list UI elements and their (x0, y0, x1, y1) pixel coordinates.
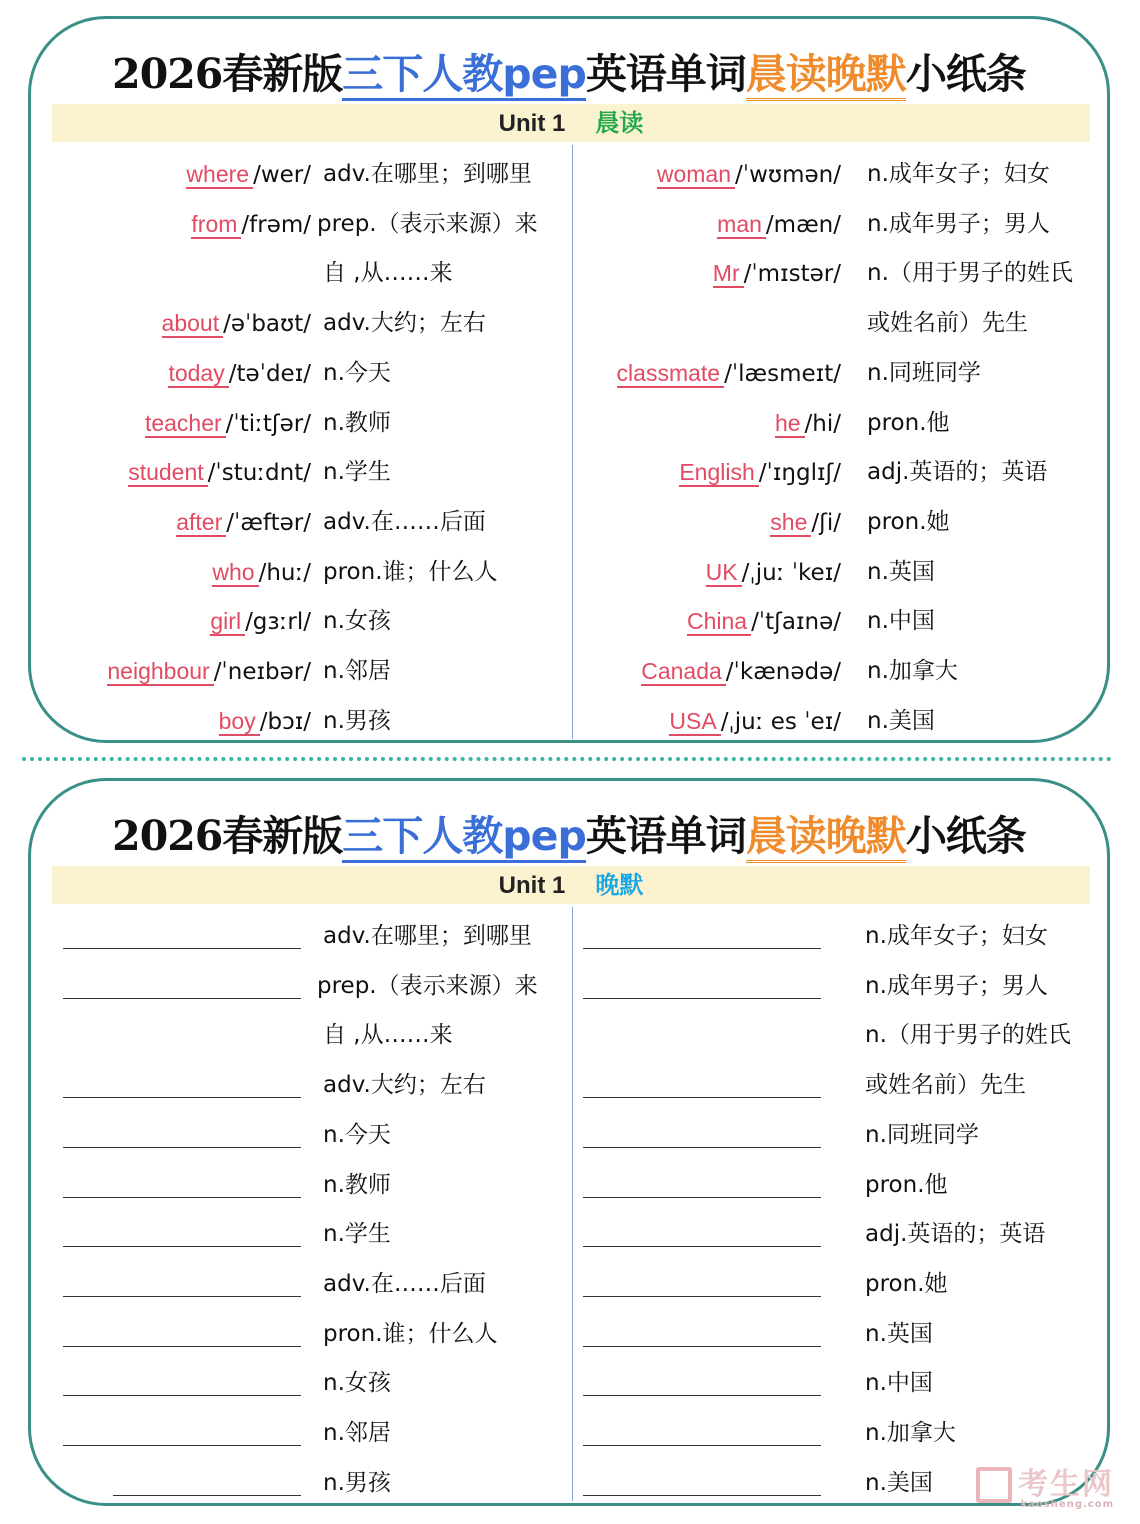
title-middle: 英语单词 (585, 50, 746, 98)
meaning: n.成年男子；男人 (865, 972, 1048, 999)
vocab-word: boy (219, 708, 260, 736)
meaning: n.同班同学 (867, 359, 981, 386)
phonetic: /ˈɪŋglɪʃ/ (758, 460, 841, 487)
vocab-word: China (687, 608, 751, 636)
answer-blank[interactable] (63, 1296, 301, 1297)
answer-blank[interactable] (583, 1395, 821, 1396)
meaning: n.中国 (865, 1370, 933, 1397)
meaning: adv.在哪里；到哪里 (323, 923, 532, 949)
phonetic: /gɜːrl/ (245, 609, 311, 636)
vocab-word: USA (669, 708, 720, 736)
phonetic: /ˈneɪbər/ (213, 659, 311, 685)
phonetic: /bɔɪ/ (259, 708, 311, 735)
meaning: adv.大约；左右 (323, 310, 486, 337)
vocab-row (576, 159, 841, 189)
title-blue: 三下人教pep (342, 50, 586, 101)
meaning: n.英国 (865, 1320, 933, 1347)
meaning: prep.（表示来源）来 (317, 972, 538, 999)
meaning: n.教师 (323, 1171, 391, 1198)
meaning: n.成年女子；妇女 (865, 923, 1048, 949)
session-tag: 晚默 (595, 871, 644, 899)
vocab-word: Canada (641, 658, 726, 686)
vocab-row (51, 507, 311, 537)
vocab-word: English (679, 459, 758, 487)
watermark (976, 1459, 1114, 1511)
meaning: pron.谁；什么人 (323, 558, 498, 585)
watermark-sub: kaosheng.com (1020, 1499, 1114, 1510)
phonetic: /əˈbaʊt/ (223, 311, 311, 338)
meaning: pron.谁；什么人 (323, 1320, 498, 1347)
word-cell (657, 159, 841, 190)
watermark-text: 考生网 (1018, 1466, 1114, 1502)
vocab-row (51, 408, 311, 438)
word-cell (617, 358, 841, 389)
meaning: n.今天 (323, 359, 391, 386)
meaning: adj.英语的；英语 (865, 1221, 1046, 1248)
word-cell (775, 408, 841, 439)
title-suffix: 小纸条 (905, 812, 1026, 860)
phonetic: /ˈstuːdnt/ (207, 460, 311, 487)
title-orange: 晨读晚默 (746, 812, 906, 863)
answer-blank[interactable] (583, 1197, 821, 1198)
dotted-separator (22, 757, 1112, 761)
word-cell (717, 209, 841, 240)
word-cell (107, 656, 311, 687)
unit-label: Unit 1 (498, 872, 566, 899)
meaning: 自 ,从……来 (323, 1022, 453, 1049)
meaning: n.学生 (323, 1221, 391, 1248)
answer-blank[interactable] (63, 948, 301, 949)
answer-blank[interactable] (583, 1246, 821, 1247)
word-cell (770, 507, 841, 538)
unit-label: Unit 1 (498, 110, 566, 137)
watermark-logo-icon (976, 1467, 1012, 1503)
vocab-word: he (775, 410, 805, 438)
word-cell (162, 308, 311, 339)
answer-blank[interactable] (63, 1346, 301, 1347)
phonetic: /ˈtʃaɪnə/ (751, 609, 841, 636)
vocab-row (576, 308, 841, 338)
meaning: 或姓名前）先生 (865, 1072, 1026, 1099)
meaning: n.成年女子；妇女 (867, 161, 1050, 187)
meaning: adv.在……后面 (323, 1270, 486, 1297)
vocab-row (51, 308, 311, 338)
vocab-word: where (186, 161, 253, 189)
title-prefix: 2026春新版 (112, 812, 343, 860)
vocab-row (576, 656, 841, 686)
vocab-row (576, 209, 841, 239)
column-divider (572, 907, 573, 1501)
card-title (31, 41, 1107, 100)
vocab-row (51, 606, 311, 636)
column-divider (572, 145, 573, 739)
phonetic: /ˈmɪstər/ (743, 261, 841, 288)
answer-blank[interactable] (583, 1495, 821, 1496)
answer-blank[interactable] (113, 1495, 301, 1496)
title-suffix: 小纸条 (905, 50, 1026, 98)
word-cell (176, 507, 311, 538)
meaning: n.美国 (865, 1469, 933, 1496)
meaning: 自 ,从……来 (323, 260, 453, 287)
phonetic: /ˈwʊmən/ (735, 162, 841, 188)
word-cell (687, 606, 841, 637)
vocab-word: teacher (145, 410, 226, 438)
vocab-row (576, 408, 841, 438)
vocab-word: who (212, 559, 258, 587)
meaning: n.（用于男子的姓氏 (867, 260, 1073, 287)
meaning: n.美国 (867, 707, 935, 734)
unit-band (52, 866, 1090, 904)
meaning: n.（用于男子的姓氏 (865, 1022, 1071, 1049)
meaning: n.邻居 (323, 658, 391, 684)
vocab-row (51, 258, 311, 288)
word-cell (713, 258, 841, 289)
meaning: 或姓名前）先生 (867, 310, 1028, 337)
vocab-word: today (168, 360, 228, 388)
vocab-row (51, 706, 311, 736)
word-cell (641, 656, 841, 687)
phonetic: /huː/ (258, 559, 311, 586)
meaning: n.加拿大 (865, 1420, 956, 1446)
vocab-row (51, 557, 311, 587)
phonetic: /ʃi/ (811, 509, 841, 536)
word-cell (212, 557, 311, 588)
answer-blank[interactable] (583, 1346, 821, 1347)
word-cell (219, 706, 311, 737)
vocab-row (51, 209, 311, 239)
meaning: n.同班同学 (865, 1121, 979, 1148)
card-title (31, 803, 1107, 862)
phonetic: /ˈæftər/ (226, 509, 311, 536)
vocab-row (576, 606, 841, 636)
meaning: n.男孩 (323, 707, 391, 734)
word-cell (191, 209, 311, 240)
answer-blank[interactable] (583, 1097, 821, 1098)
phonetic: /ˈtiːtʃər/ (225, 410, 311, 437)
phonetic: /frəm/ (241, 211, 311, 238)
phonetic: /hi/ (804, 410, 841, 437)
meaning: adv.在……后面 (323, 508, 486, 535)
vocab-row (576, 358, 841, 388)
vocab-word: from (191, 211, 241, 239)
answer-blank[interactable] (583, 1147, 821, 1148)
answer-blank[interactable] (63, 1395, 301, 1396)
meaning: prep.（表示来源）来 (317, 210, 538, 237)
phonetic: /ˈkænədə/ (725, 659, 841, 685)
vocab-row (51, 358, 311, 388)
answer-blank[interactable] (63, 998, 301, 999)
answer-blank[interactable] (583, 948, 821, 949)
vocab-row (576, 507, 841, 537)
vocab-word: neighbour (107, 658, 213, 686)
meaning: n.加拿大 (867, 658, 958, 684)
answer-blank[interactable] (63, 1197, 301, 1198)
unit-band (52, 104, 1090, 142)
phonetic: /mæn/ (765, 211, 841, 238)
phonetic: /wer/ (253, 162, 311, 188)
title-blue: 三下人教pep (342, 812, 586, 863)
vocab-row (51, 159, 311, 189)
vocab-row (576, 457, 841, 487)
word-cell (706, 557, 841, 588)
answer-blank[interactable] (63, 1246, 301, 1247)
vocab-word: man (717, 211, 766, 239)
vocab-word: classmate (617, 360, 725, 388)
title-prefix: 2026春新版 (112, 50, 343, 98)
word-cell (210, 606, 311, 637)
vocab-word: UK (706, 559, 742, 587)
vocab-word: girl (210, 608, 245, 636)
answer-blank[interactable] (63, 1445, 301, 1446)
session-tag: 晨读 (595, 109, 644, 137)
meaning: n.中国 (867, 608, 935, 635)
title-orange: 晨读晚默 (746, 50, 906, 101)
meaning: n.男孩 (323, 1469, 391, 1496)
vocab-word: woman (657, 161, 735, 189)
phonetic: /ˈlæsmeɪt/ (724, 360, 841, 387)
meaning: n.今天 (323, 1121, 391, 1148)
meaning: pron.她 (865, 1270, 948, 1297)
answer-blank[interactable] (63, 1097, 301, 1098)
meaning: n.教师 (323, 409, 391, 436)
answer-blank[interactable] (583, 1445, 821, 1446)
meaning: adj.英语的；英语 (867, 459, 1048, 486)
vocab-row (576, 557, 841, 587)
vocab-word: after (176, 509, 226, 537)
word-cell (679, 457, 841, 488)
meaning: n.英国 (867, 558, 935, 585)
meaning: n.邻居 (323, 1420, 391, 1446)
answer-blank[interactable] (583, 998, 821, 999)
word-cell (669, 706, 841, 737)
vocab-word: she (770, 509, 811, 537)
vocab-row (51, 656, 311, 686)
meaning: pron.她 (867, 508, 950, 535)
meaning: n.女孩 (323, 608, 391, 635)
morning-reading-card (28, 16, 1110, 743)
meaning: n.成年男子；男人 (867, 210, 1050, 237)
phonetic: /ˌjuː es ˈeɪ/ (720, 708, 841, 735)
meaning: n.女孩 (323, 1370, 391, 1397)
vocab-row (576, 258, 841, 288)
meaning: n.学生 (323, 459, 391, 486)
meaning: pron.他 (867, 409, 950, 436)
word-cell (186, 159, 311, 190)
word-cell (145, 408, 311, 439)
vocab-word: about (162, 310, 224, 338)
phonetic: /təˈdeɪ/ (228, 360, 311, 387)
answer-blank[interactable] (583, 1296, 821, 1297)
vocab-word: Mr (713, 260, 744, 288)
meaning: adv.在哪里；到哪里 (323, 161, 532, 187)
meaning: adv.大约；左右 (323, 1072, 486, 1099)
vocab-row (576, 706, 841, 736)
word-cell (168, 358, 311, 389)
answer-blank[interactable] (63, 1147, 301, 1148)
evening-dictation-card (28, 778, 1110, 1506)
phonetic: /ˌjuː ˈkeɪ/ (741, 559, 841, 586)
word-cell (128, 457, 311, 488)
vocab-word: student (128, 459, 207, 487)
meaning: pron.他 (865, 1171, 948, 1198)
title-middle: 英语单词 (585, 812, 746, 860)
vocab-row (51, 457, 311, 487)
